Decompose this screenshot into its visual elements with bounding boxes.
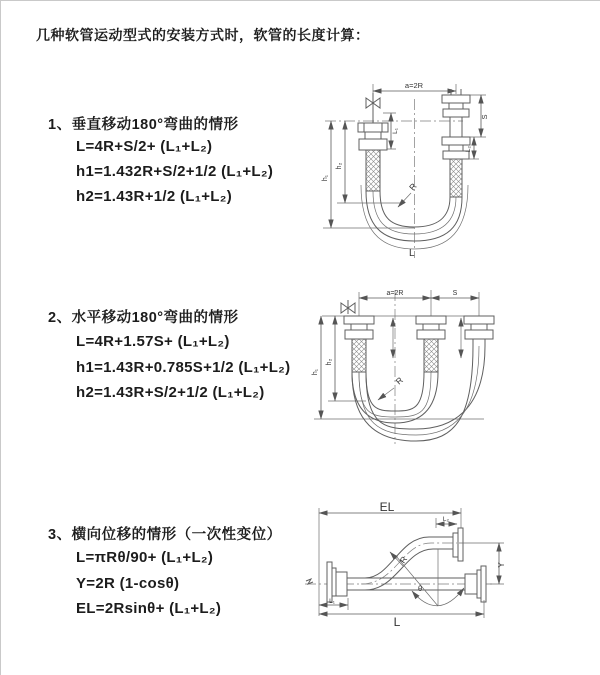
dim-label-theta: θ bbox=[418, 584, 423, 593]
dim-label-r: R bbox=[407, 181, 419, 193]
dim-label-y: Y bbox=[497, 562, 506, 568]
left-flange bbox=[327, 562, 347, 602]
dim-label-r: R bbox=[397, 554, 410, 566]
left-flange bbox=[344, 316, 374, 372]
section-3-formula-EL: EL=2Rsinθ+ (L₁+L₂) bbox=[76, 600, 222, 617]
page-title: 几种软管运动型式的安装方式时，软管的长度计算： bbox=[36, 27, 370, 43]
section-1-formula-h1: h1=1.432R+S/2+1/2 (L₁+L₂) bbox=[76, 163, 274, 180]
section-1-formula-h2: h2=1.43R+1/2 (L₁+L₂) bbox=[76, 188, 233, 205]
section-1-heading: 1、垂直移动180°弯曲的情形 bbox=[48, 117, 239, 133]
dim-label-l: L bbox=[409, 248, 415, 259]
diagram-lateral-displacement bbox=[299, 500, 600, 654]
valve-icon bbox=[341, 300, 355, 314]
dim-label-l2: L₂ bbox=[465, 145, 472, 153]
right-flange bbox=[464, 316, 494, 346]
section-2-formula-h1: h1=1.43R+0.785S+1/2 (L₁+L₂) bbox=[76, 359, 291, 376]
section-3-formula-Y: Y=2R (1-cosθ) bbox=[76, 575, 180, 592]
section-3-heading: 3、横向位移的情形（一次性变位） bbox=[48, 527, 282, 543]
section-2-heading: 2、水平移动180°弯曲的情形 bbox=[48, 310, 239, 326]
section-1-formula-L: L=4R+S/2+ (L₁+L₂) bbox=[76, 138, 213, 155]
dim-label-s: S bbox=[480, 114, 489, 120]
dim-label-h1: h₁ bbox=[322, 174, 329, 182]
dim-label-l2: L₂ bbox=[442, 516, 450, 523]
braided-hose-section bbox=[424, 339, 438, 372]
braided-hose-section bbox=[366, 150, 380, 191]
lower-right-flange bbox=[465, 566, 486, 602]
left-flange bbox=[358, 123, 388, 150]
braided-hose-section bbox=[352, 339, 366, 372]
dim-label-h2: h₂ bbox=[336, 162, 343, 170]
middle-flange bbox=[416, 316, 446, 372]
dim-label-h1: h₁ bbox=[312, 368, 319, 376]
dim-label-l1: L₁ bbox=[329, 598, 335, 605]
dim-label-r: R bbox=[393, 374, 405, 387]
section-2-formula-L: L=4R+1.57S+ (L₁+L₂) bbox=[76, 333, 230, 350]
diagram-horizontal-180-bend bbox=[304, 284, 596, 456]
dim-label-l: L bbox=[393, 615, 401, 629]
dim-label-a2r: a=2R bbox=[386, 290, 404, 297]
section-2-formula-h2: h2=1.43R+S/2+1/2 (L₁+L₂) bbox=[76, 384, 265, 401]
hose-u-bend-moved bbox=[352, 346, 485, 441]
dim-label-a2r: a=2R bbox=[404, 81, 424, 90]
braided-hose-section bbox=[450, 159, 462, 197]
radius-leader bbox=[378, 388, 394, 400]
dim-label-el: EL bbox=[379, 500, 395, 514]
upper-right-flange bbox=[441, 528, 463, 561]
break-mark bbox=[306, 579, 313, 584]
diagram-vertical-180-bend bbox=[311, 79, 596, 261]
right-pipe bbox=[442, 89, 470, 197]
section-3-formula-L: L=πRθ/90+ (L₁+L₂) bbox=[76, 549, 214, 566]
dim-label-l1: L₁ bbox=[392, 128, 399, 134]
radius-leader bbox=[398, 193, 411, 207]
dim-label-s: S bbox=[452, 290, 458, 297]
dim-label-h2: h₂ bbox=[326, 358, 333, 366]
valve-icon bbox=[366, 93, 380, 123]
